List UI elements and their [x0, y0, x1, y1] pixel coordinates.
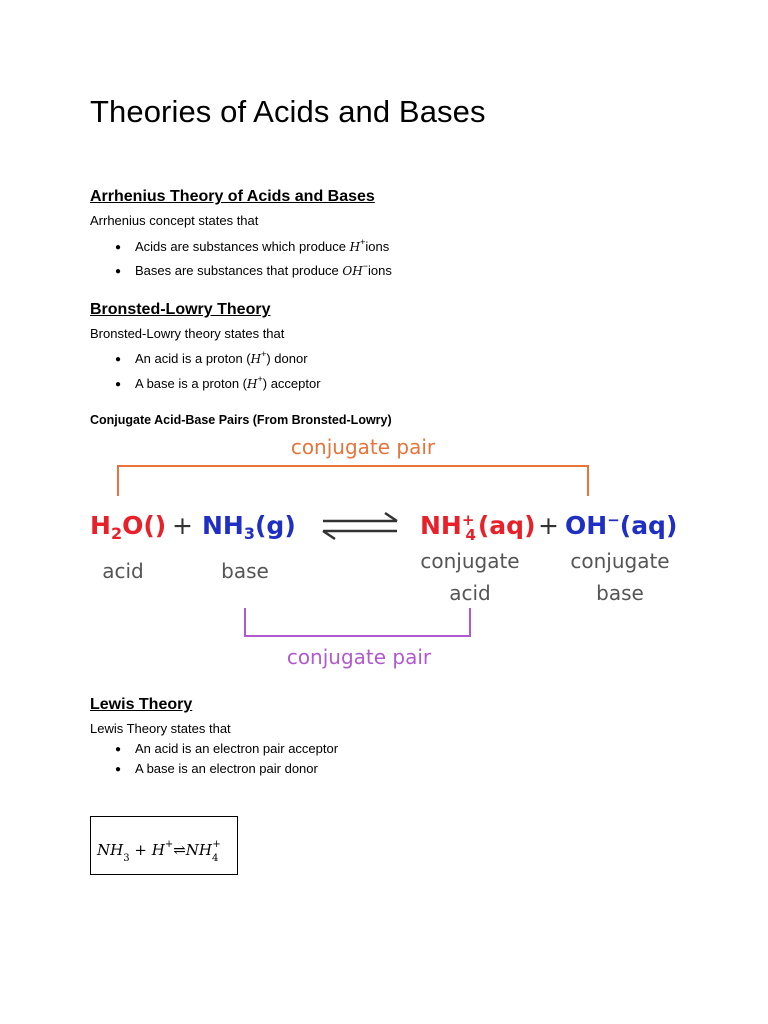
bottom-bracket	[245, 608, 470, 636]
list-item: ● Acids are substances which produce H+ions	[115, 237, 390, 254]
conjugate-pair-diagram	[80, 430, 680, 675]
bottom-pair-label: conjugate pair	[286, 645, 432, 669]
bullet-icon: ●	[115, 744, 122, 755]
water-formula: $H_2O()$	[90, 511, 167, 543]
page-title: Theories of Acids and Bases	[90, 94, 486, 129]
conjugate-acid-label-2: acid	[449, 581, 491, 605]
conjugate-acid-label-1: conjugate	[420, 549, 520, 573]
bronsted-heading: Bronsted-Lowry Theory	[90, 301, 271, 318]
bullet-icon: ●	[115, 354, 122, 365]
arrhenius-intro: Arrhenius concept states that	[90, 213, 259, 228]
list-item: ● A base is an electron pair donor	[115, 761, 318, 776]
top-bracket	[118, 466, 588, 496]
ammonia-formula: $NH_3(g)$	[202, 511, 296, 543]
base-label: base	[221, 559, 269, 583]
conjugate-heading: Conjugate Acid-Base Pairs (From Bronsted-Lowry)	[90, 413, 392, 427]
lewis-equation: $NH_3$ + $H^+\rightleftharpoons NH_4^+$	[97, 839, 221, 864]
top-pair-label: conjugate pair	[290, 435, 436, 459]
plus-sign: +	[172, 511, 193, 540]
list-item: ● A base is a proton (H+) acceptor	[115, 374, 321, 391]
bullet-icon: ●	[115, 266, 122, 277]
ammonium-formula: NH+ 4(aq)	[420, 511, 536, 544]
lewis-intro: Lewis Theory states that	[90, 721, 231, 736]
lewis-heading: Lewis Theory	[90, 696, 193, 713]
equilibrium-arrow-icon	[323, 513, 397, 539]
conjugate-base-label-1: conjugate	[570, 549, 670, 573]
list-item: ● An acid is a proton (H+) donor	[115, 349, 308, 366]
bullet-icon: ●	[115, 764, 122, 775]
list-item: ● Bases are substances that produce OH−ions	[115, 261, 392, 278]
arrhenius-heading: Arrhenius Theory of Acids and Bases	[90, 188, 375, 205]
acid-label: acid	[102, 559, 144, 583]
conjugate-base-label-2: base	[596, 581, 644, 605]
lewis-equation-box	[90, 816, 238, 875]
list-item: ● An acid is an electron pair acceptor	[115, 741, 339, 756]
bullet-icon: ●	[115, 379, 122, 390]
bronsted-intro: Bronsted-Lowry theory states that	[90, 326, 285, 341]
bullet-icon: ●	[115, 242, 122, 253]
plus-sign: +	[538, 511, 559, 540]
hydroxide-formula: OH−(aq)	[565, 511, 678, 540]
